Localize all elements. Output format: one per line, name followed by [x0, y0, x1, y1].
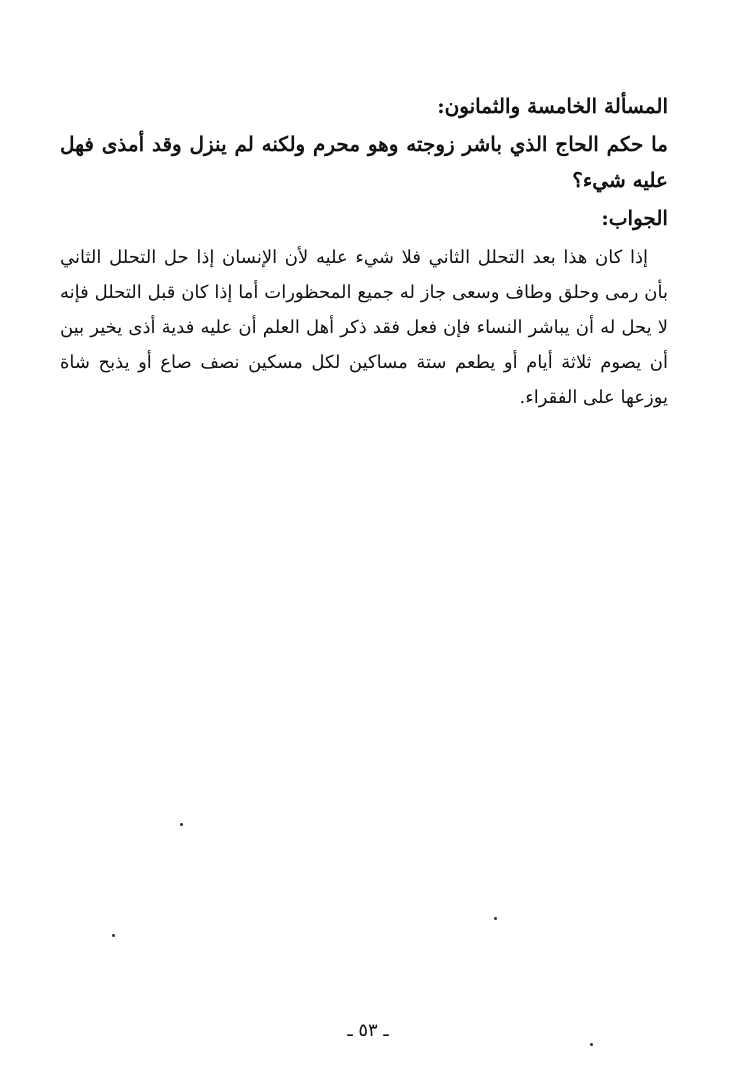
- scan-speck: [590, 1043, 593, 1046]
- page-content: [60, 88, 668, 415]
- question-text: ما حكم الحاج الذي باشر زوجته وهو محرم ولكنه لم ينزل وقد أمذى فهل عليه شيء؟: [60, 132, 668, 192]
- issue-heading: المسألة الخامسة والثمانون:: [437, 94, 668, 118]
- answer-text: إذا كان هذا بعد التحلل الثاني فلا شيء عليه لأن الإنسان إذا حل التحلل الثاني بأن رمى وحلق وطاف وسعى جاز له جميع المحظورات أما إذا كان قبل التحلل فإنه لا يحل له أن يباشر النساء فإن فعل فقد ذكر أهل العلم أن عليه فدية أذى يخير بين أن يصوم ثلاثة أيام أو يطعم ستة مساكين لكل مسكين نصف صاع أو يذبح شاة يوزعها على الفقراء.: [60, 247, 668, 408]
- answer-label: الجواب:: [601, 206, 668, 230]
- page-number: ـ ٥٣ ـ: [347, 1020, 389, 1041]
- scan-speck: [112, 934, 115, 937]
- scan-speck: [180, 823, 183, 826]
- scan-speck: [494, 917, 497, 920]
